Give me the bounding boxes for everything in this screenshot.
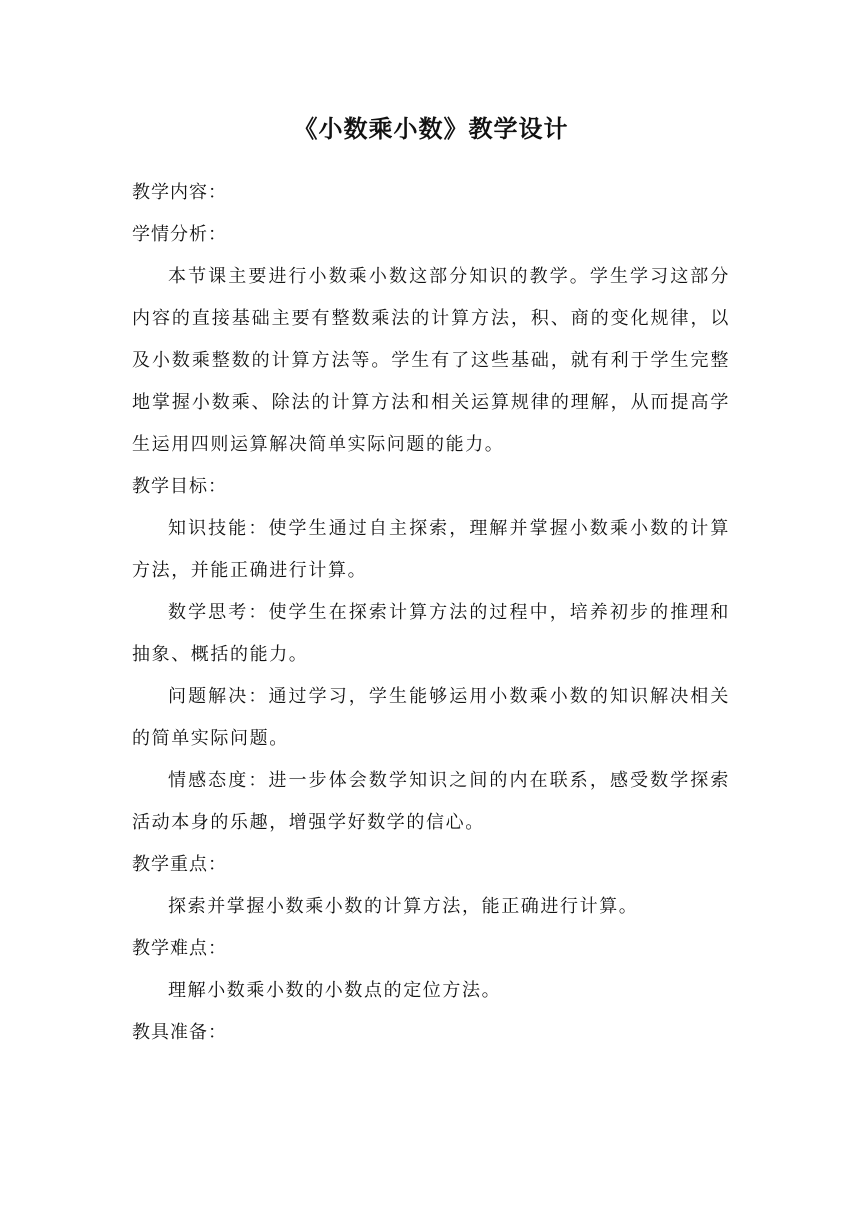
student-analysis-paragraph: 本节课主要进行小数乘小数这部分知识的教学。学生学习这部分内容的直接基础主要有整数乘法的计算方法，积、商的变化规律，以及小数乘整数的计算方法等。学生有了这些基础，就有利于学生完整地掌握小数乘、除法的计算方法和相关运算规律的理解，从而提高学生运用四则运算解决简单实际问题的能力。 — [132, 266, 730, 455]
document-body — [132, 172, 730, 1054]
teaching-content-heading: 教学内容： — [132, 182, 227, 203]
document-title: 《小数乘小数》教学设计 — [293, 114, 569, 143]
key-points-heading: 教学重点： — [132, 854, 227, 875]
student-analysis-heading: 学情分析： — [132, 224, 227, 245]
teaching-aids-heading: 教具准备： — [132, 1022, 227, 1043]
teaching-goals-heading: 教学目标： — [132, 476, 227, 497]
difficult-points-heading: 教学难点： — [132, 938, 227, 959]
goal-knowledge-skills: 知识技能：使学生通过自主探索，理解并掌握小数乘小数的计算方法，并能正确进行计算。 — [132, 518, 730, 581]
goal-problem-solving: 问题解决：通过学习，学生能够运用小数乘小数的知识解决相关的简单实际问题。 — [132, 686, 730, 749]
key-points-paragraph: 探索并掌握小数乘小数的计算方法，能正确进行计算。 — [168, 896, 639, 917]
difficult-points-paragraph: 理解小数乘小数的小数点的定位方法。 — [168, 980, 502, 1001]
goal-math-thinking: 数学思考：使学生在探索计算方法的过程中，培养初步的推理和抽象、概括的能力。 — [132, 602, 730, 665]
goal-attitude: 情感态度：进一步体会数学知识之间的内在联系，感受数学探索活动本身的乐趣，增强学好数学的信心。 — [132, 770, 730, 833]
